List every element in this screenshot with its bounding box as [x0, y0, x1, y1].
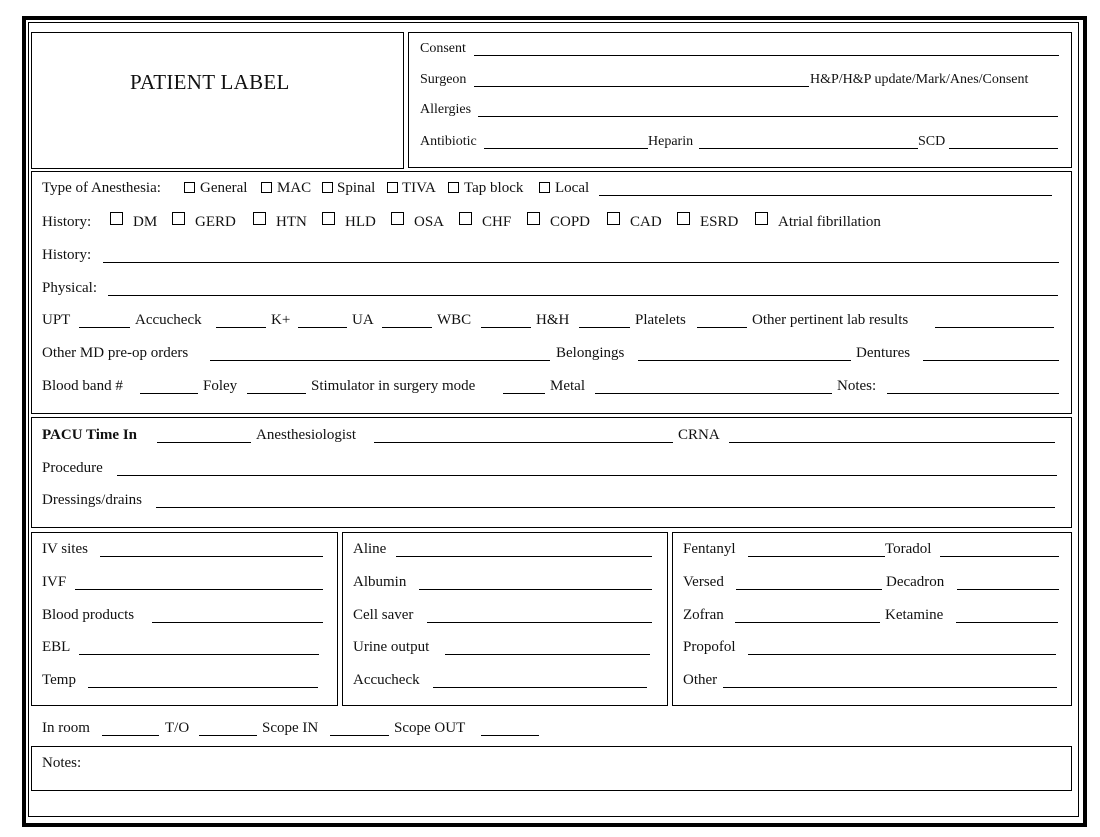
pacu-box [31, 417, 1072, 528]
accucheck-preop-line[interactable] [216, 327, 266, 328]
albumin-label: Albumin [353, 574, 407, 590]
history-copd-checkbox[interactable] [527, 212, 540, 225]
anesthesia-tap-block-checkbox[interactable] [448, 182, 459, 193]
decadron-label: Decadron [886, 574, 945, 590]
procedure-label: Procedure [42, 460, 103, 476]
belongings-line[interactable] [638, 360, 851, 361]
anesthesia-type-label: Type of Anesthesia: [42, 180, 161, 196]
belongings-label: Belongings [556, 345, 625, 361]
anesthesiologist-label: Anesthesiologist [256, 427, 356, 443]
iv-sites-label: IV sites [42, 541, 88, 557]
blood-products-line[interactable] [152, 622, 323, 623]
ua-label: UA [352, 312, 374, 328]
anesthesia-mac-checkbox[interactable] [261, 182, 272, 193]
in-room-line[interactable] [102, 735, 159, 736]
crna-label: CRNA [678, 427, 720, 443]
other-labs-label: Other pertinent lab results [752, 312, 909, 328]
scope-out-line[interactable] [481, 735, 539, 736]
platelets-label: Platelets [635, 312, 686, 328]
foley-line[interactable] [247, 393, 306, 394]
fentanyl-label: Fentanyl [683, 541, 736, 557]
patient-label-box [31, 32, 404, 169]
crna-line[interactable] [729, 442, 1055, 443]
cell-saver-label: Cell saver [353, 607, 414, 623]
ebl-label: EBL [42, 639, 71, 655]
preop-notes-label: Notes: [837, 378, 877, 394]
antibiotic-line[interactable] [484, 148, 648, 149]
anesthesia-mac-label: MAC [277, 180, 312, 196]
history-osa-label: OSA [414, 214, 445, 230]
history-hld-checkbox[interactable] [322, 212, 335, 225]
wbc-label: WBC [437, 312, 472, 328]
upt-line[interactable] [79, 327, 130, 328]
antibiotic-label: Antibiotic [420, 134, 477, 149]
iv-sites-line[interactable] [100, 556, 323, 557]
notes-label: Notes: [42, 755, 82, 771]
anesthesia-local-label: Local [555, 180, 590, 196]
pacu-time-in-line[interactable] [157, 442, 251, 443]
consent-label: Consent [420, 41, 466, 56]
accucheck-pacu-label: Accucheck [353, 672, 420, 688]
procedure-line[interactable] [117, 475, 1057, 476]
other-med-label: Other [683, 672, 718, 688]
preop-notes-line[interactable] [887, 393, 1059, 394]
other-med-line[interactable] [723, 687, 1057, 688]
ivf-line[interactable] [75, 589, 323, 590]
urine-output-line[interactable] [445, 654, 650, 655]
blood-band-label: Blood band # [42, 378, 123, 394]
urine-output-label: Urine output [353, 639, 430, 655]
temp-line[interactable] [88, 687, 318, 688]
stimulator-label: Stimulator in surgery mode [311, 378, 476, 394]
fentanyl-line[interactable] [748, 556, 885, 557]
blood-products-label: Blood products [42, 607, 135, 623]
toradol-line[interactable] [940, 556, 1059, 557]
metal-label: Metal [550, 378, 585, 394]
to-label: T/O [165, 720, 190, 736]
ua-line[interactable] [382, 327, 432, 328]
propofol-line[interactable] [748, 654, 1056, 655]
accucheck-pacu-line[interactable] [433, 687, 647, 688]
propofol-label: Propofol [683, 639, 736, 655]
dentures-label: Dentures [856, 345, 911, 361]
anesthesia-general-label: General [200, 180, 248, 196]
scope-in-label: Scope IN [262, 720, 319, 736]
history-osa-checkbox[interactable] [391, 212, 404, 225]
ketamine-label: Ketamine [885, 607, 944, 623]
toradol-label: Toradol [885, 541, 932, 557]
history-chf-label: CHF [482, 214, 512, 230]
ebl-line[interactable] [79, 654, 319, 655]
history-gerd-label: GERD [195, 214, 236, 230]
ketamine-line[interactable] [956, 622, 1058, 623]
dressings-line[interactable] [156, 507, 1055, 508]
blood-band-line[interactable] [140, 393, 198, 394]
dentures-line[interactable] [923, 360, 1059, 361]
physical-line[interactable] [108, 295, 1058, 296]
versed-line[interactable] [736, 589, 882, 590]
history-check-label: History: [42, 214, 92, 230]
dressings-label: Dressings/drains [42, 492, 142, 508]
history-esrd-label: ESRD [700, 214, 739, 230]
to-line[interactable] [199, 735, 257, 736]
physical-label: Physical: [42, 280, 97, 296]
potassium-line[interactable] [298, 327, 347, 328]
ivf-label: IVF [42, 574, 67, 590]
other-md-line[interactable] [210, 360, 550, 361]
history-cad-checkbox[interactable] [607, 212, 620, 225]
hh-label: H&H [536, 312, 570, 328]
pacu-time-in-label: PACU Time In [42, 427, 138, 443]
anesthesiologist-line[interactable] [374, 442, 673, 443]
decadron-line[interactable] [957, 589, 1059, 590]
history-dm-checkbox[interactable] [110, 212, 123, 225]
albumin-line[interactable] [419, 589, 652, 590]
history-cad-label: CAD [630, 214, 662, 230]
upt-label: UPT [42, 312, 71, 328]
anesthesia-spinal-label: Spinal [337, 180, 376, 196]
history-afib-checkbox[interactable] [755, 212, 768, 225]
anesthesia-local-checkbox[interactable] [539, 182, 550, 193]
scd-line[interactable] [949, 148, 1058, 149]
temp-label: Temp [42, 672, 76, 688]
anesthesia-general-checkbox[interactable] [184, 182, 195, 193]
in-room-label: In room [42, 720, 90, 736]
zofran-line[interactable] [735, 622, 880, 623]
versed-label: Versed [683, 574, 724, 590]
scope-out-label: Scope OUT [394, 720, 466, 736]
history-htn-checkbox[interactable] [253, 212, 266, 225]
aline-line[interactable] [396, 556, 652, 557]
consent-line[interactable] [474, 55, 1059, 56]
heparin-label: Heparin [648, 134, 694, 149]
anesthesia-tiva-label: TIVA [402, 180, 436, 196]
allergies-line[interactable] [478, 116, 1058, 117]
anesthesia-tap-block-label: Tap block [464, 180, 524, 196]
platelets-line[interactable] [697, 327, 747, 328]
scd-label: SCD [918, 134, 946, 149]
zofran-label: Zofran [683, 607, 724, 623]
cell-saver-line[interactable] [427, 622, 652, 623]
wbc-line[interactable] [481, 327, 531, 328]
anesthesia-spinal-checkbox[interactable] [322, 182, 333, 193]
history-text-line[interactable] [103, 262, 1059, 263]
history-gerd-checkbox[interactable] [172, 212, 185, 225]
accucheck-preop-label: Accucheck [135, 312, 202, 328]
metal-line[interactable] [595, 393, 832, 394]
other-labs-line[interactable] [935, 327, 1054, 328]
history-esrd-checkbox[interactable] [677, 212, 690, 225]
anesthesia-other-line[interactable] [599, 195, 1052, 196]
history-dm-label: DM [133, 214, 158, 230]
history-text-label: History: [42, 247, 92, 263]
hh-line[interactable] [579, 327, 630, 328]
patient-label-title: PATIENT LABEL [130, 70, 290, 94]
scope-in-line[interactable] [330, 735, 389, 736]
history-afib-label: Atrial fibrillation [778, 214, 881, 230]
history-copd-label: COPD [550, 214, 591, 230]
allergies-label: Allergies [420, 102, 472, 117]
history-htn-label: HTN [276, 214, 307, 230]
history-hld-label: HLD [345, 214, 376, 230]
notes-box[interactable] [31, 746, 1072, 791]
meds-column-box [672, 532, 1072, 706]
surgeon-line[interactable] [474, 86, 809, 87]
heparin-line[interactable] [699, 148, 918, 149]
potassium-label: K+ [271, 312, 291, 328]
foley-label: Foley [203, 378, 238, 394]
aline-label: Aline [353, 541, 387, 557]
surgeon-label: Surgeon [420, 72, 467, 87]
stimulator-line[interactable] [503, 393, 545, 394]
anesthesia-tiva-checkbox[interactable] [387, 182, 398, 193]
other-md-label: Other MD pre-op orders [42, 345, 189, 361]
hp-update-label: H&P/H&P update/Mark/Anes/Consent [810, 72, 1029, 87]
history-chf-checkbox[interactable] [459, 212, 472, 225]
